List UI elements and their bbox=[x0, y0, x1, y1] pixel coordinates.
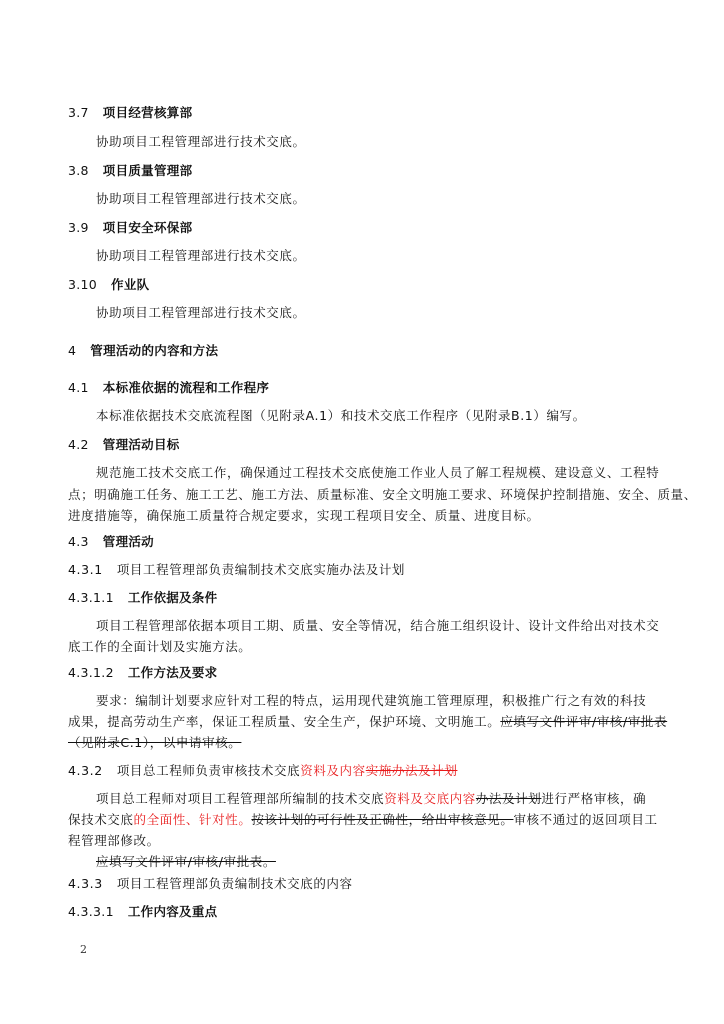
paragraph-line bbox=[68, 810, 658, 828]
text-run: 项目总工程师对项目工程管理部所编制的技术交底 bbox=[96, 791, 385, 806]
heading-number: 4 bbox=[68, 343, 77, 358]
heading-title: 工作内容及重点 bbox=[127, 904, 218, 919]
heading-number: 4.3.1.1 bbox=[68, 590, 114, 605]
heading-4-3-3-1 bbox=[68, 902, 217, 920]
heading-number: 4.3.3 bbox=[68, 876, 103, 891]
heading-title: 项目工程管理部负责编制技术交底实施办法及计划 bbox=[116, 562, 406, 577]
text-run: 审核不通过的返回项目工 bbox=[513, 812, 658, 827]
heading-number: 4.3.1 bbox=[68, 562, 103, 577]
heading-4-3-1-1 bbox=[68, 588, 217, 606]
heading-number: 4.3.3.1 bbox=[68, 904, 114, 919]
heading-4-3-2 bbox=[68, 761, 457, 779]
heading-number: 3.10 bbox=[68, 277, 98, 292]
heading-title: 管理活动 bbox=[102, 534, 154, 549]
heading-title: 管理活动的内容和方法 bbox=[90, 343, 219, 358]
deleted-text: （见附录C.1），以申请审核。 bbox=[68, 735, 242, 750]
heading-number: 3.8 bbox=[68, 163, 89, 178]
deleted-text: 实施办法及计划 bbox=[365, 763, 458, 778]
page-number: 2 bbox=[80, 943, 87, 956]
deleted-text: 应填写文件评审/审核/审批表 bbox=[500, 714, 668, 729]
heading-4-3 bbox=[68, 532, 154, 550]
paragraph-line bbox=[68, 712, 667, 730]
heading-title: 项目安全环保部 bbox=[102, 220, 193, 235]
deleted-text: 按该计划的可行性及正确性，给出审核意见。 bbox=[251, 812, 514, 827]
inserted-text: 资料及交底内容 bbox=[384, 791, 476, 806]
heading-title: 作业队 bbox=[111, 277, 150, 292]
heading-title: 管理活动目标 bbox=[102, 437, 180, 452]
heading-title: 项目经营核算部 bbox=[102, 105, 193, 120]
heading-number: 3.9 bbox=[68, 220, 89, 235]
heading-3-9 bbox=[68, 218, 192, 236]
heading-number: 3.7 bbox=[68, 105, 89, 120]
paragraph: 协助项目工程管理部进行技术交底。 bbox=[96, 134, 306, 149]
heading-number: 4.2 bbox=[68, 437, 89, 452]
heading-title: 项目总工程师负责审核技术交底 bbox=[116, 763, 301, 778]
inserted-text: 的全面性、针对性。 bbox=[133, 812, 252, 827]
heading-title: 项目质量管理部 bbox=[102, 163, 193, 178]
paragraph-line: 程管理部修改。 bbox=[68, 833, 160, 848]
paragraph: 协助项目工程管理部进行技术交底。 bbox=[96, 305, 306, 320]
text-run: 保技术交底 bbox=[68, 812, 134, 827]
paragraph: 协助项目工程管理部进行技术交底。 bbox=[96, 248, 306, 263]
text-run: 进行严格审核，确 bbox=[541, 791, 647, 806]
heading-4 bbox=[68, 341, 218, 359]
paragraph-line: 项目工程管理部依据本项目工期、质量、安全等情况，结合施工组织设计、设计文件给出对技术交 bbox=[96, 618, 660, 633]
heading-3-10 bbox=[68, 275, 149, 293]
paragraph: 本标准依据技术交底流程图（见附录A.1）和技术交底工作程序（见附录B.1）编写。 bbox=[96, 408, 586, 423]
heading-title: 项目工程管理部负责编制技术交底的内容 bbox=[116, 876, 353, 891]
heading-3-7 bbox=[68, 103, 192, 121]
heading-number: 4.3 bbox=[68, 534, 89, 549]
heading-number: 4.3.1.2 bbox=[68, 665, 114, 680]
deleted-text: 应填写文件评审/审核/审批表。 bbox=[96, 854, 276, 869]
deleted-text: 办法及计划 bbox=[475, 791, 542, 806]
heading-3-8 bbox=[68, 161, 192, 179]
heading-4-2 bbox=[68, 435, 180, 453]
heading-title: 工作方法及要求 bbox=[127, 665, 218, 680]
heading-4-1 bbox=[68, 378, 269, 396]
text-run: 成果，提高劳动生产率，保证工程质量、安全生产，保护环境、文明施工。 bbox=[68, 714, 501, 729]
inserted-text: 资料及内容 bbox=[300, 763, 366, 778]
heading-4-3-3 bbox=[68, 874, 353, 892]
paragraph-line: 要求：编制计划要求应针对工程的特点，运用现代建筑施工管理原理，积极推广行之有效的科技 bbox=[96, 693, 647, 708]
paragraph-line: 进度措施等，确保施工质量符合规定要求，实现工程项目安全、质量、进度目标。 bbox=[68, 508, 540, 523]
paragraph-line: 点；明确施工任务、施工工艺、施工方法、质量标准、安全文明施工要求、环境保护控制措施、安全、质量、 bbox=[68, 487, 697, 502]
heading-number: 4.3.2 bbox=[68, 763, 103, 778]
paragraph-line: 规范施工技术交底工作，确保通过工程技术交底使施工作业人员了解工程规模、建设意义、工程特 bbox=[96, 465, 660, 480]
heading-title: 本标准依据的流程和工作程序 bbox=[102, 380, 270, 395]
paragraph-line: 底工作的全面计划及实施方法。 bbox=[68, 639, 252, 654]
heading-title: 工作依据及条件 bbox=[127, 590, 218, 605]
heading-4-3-1 bbox=[68, 560, 405, 578]
heading-number: 4.1 bbox=[68, 380, 89, 395]
paragraph-line bbox=[96, 789, 646, 807]
heading-4-3-1-2 bbox=[68, 663, 217, 681]
paragraph: 协助项目工程管理部进行技术交底。 bbox=[96, 191, 306, 206]
